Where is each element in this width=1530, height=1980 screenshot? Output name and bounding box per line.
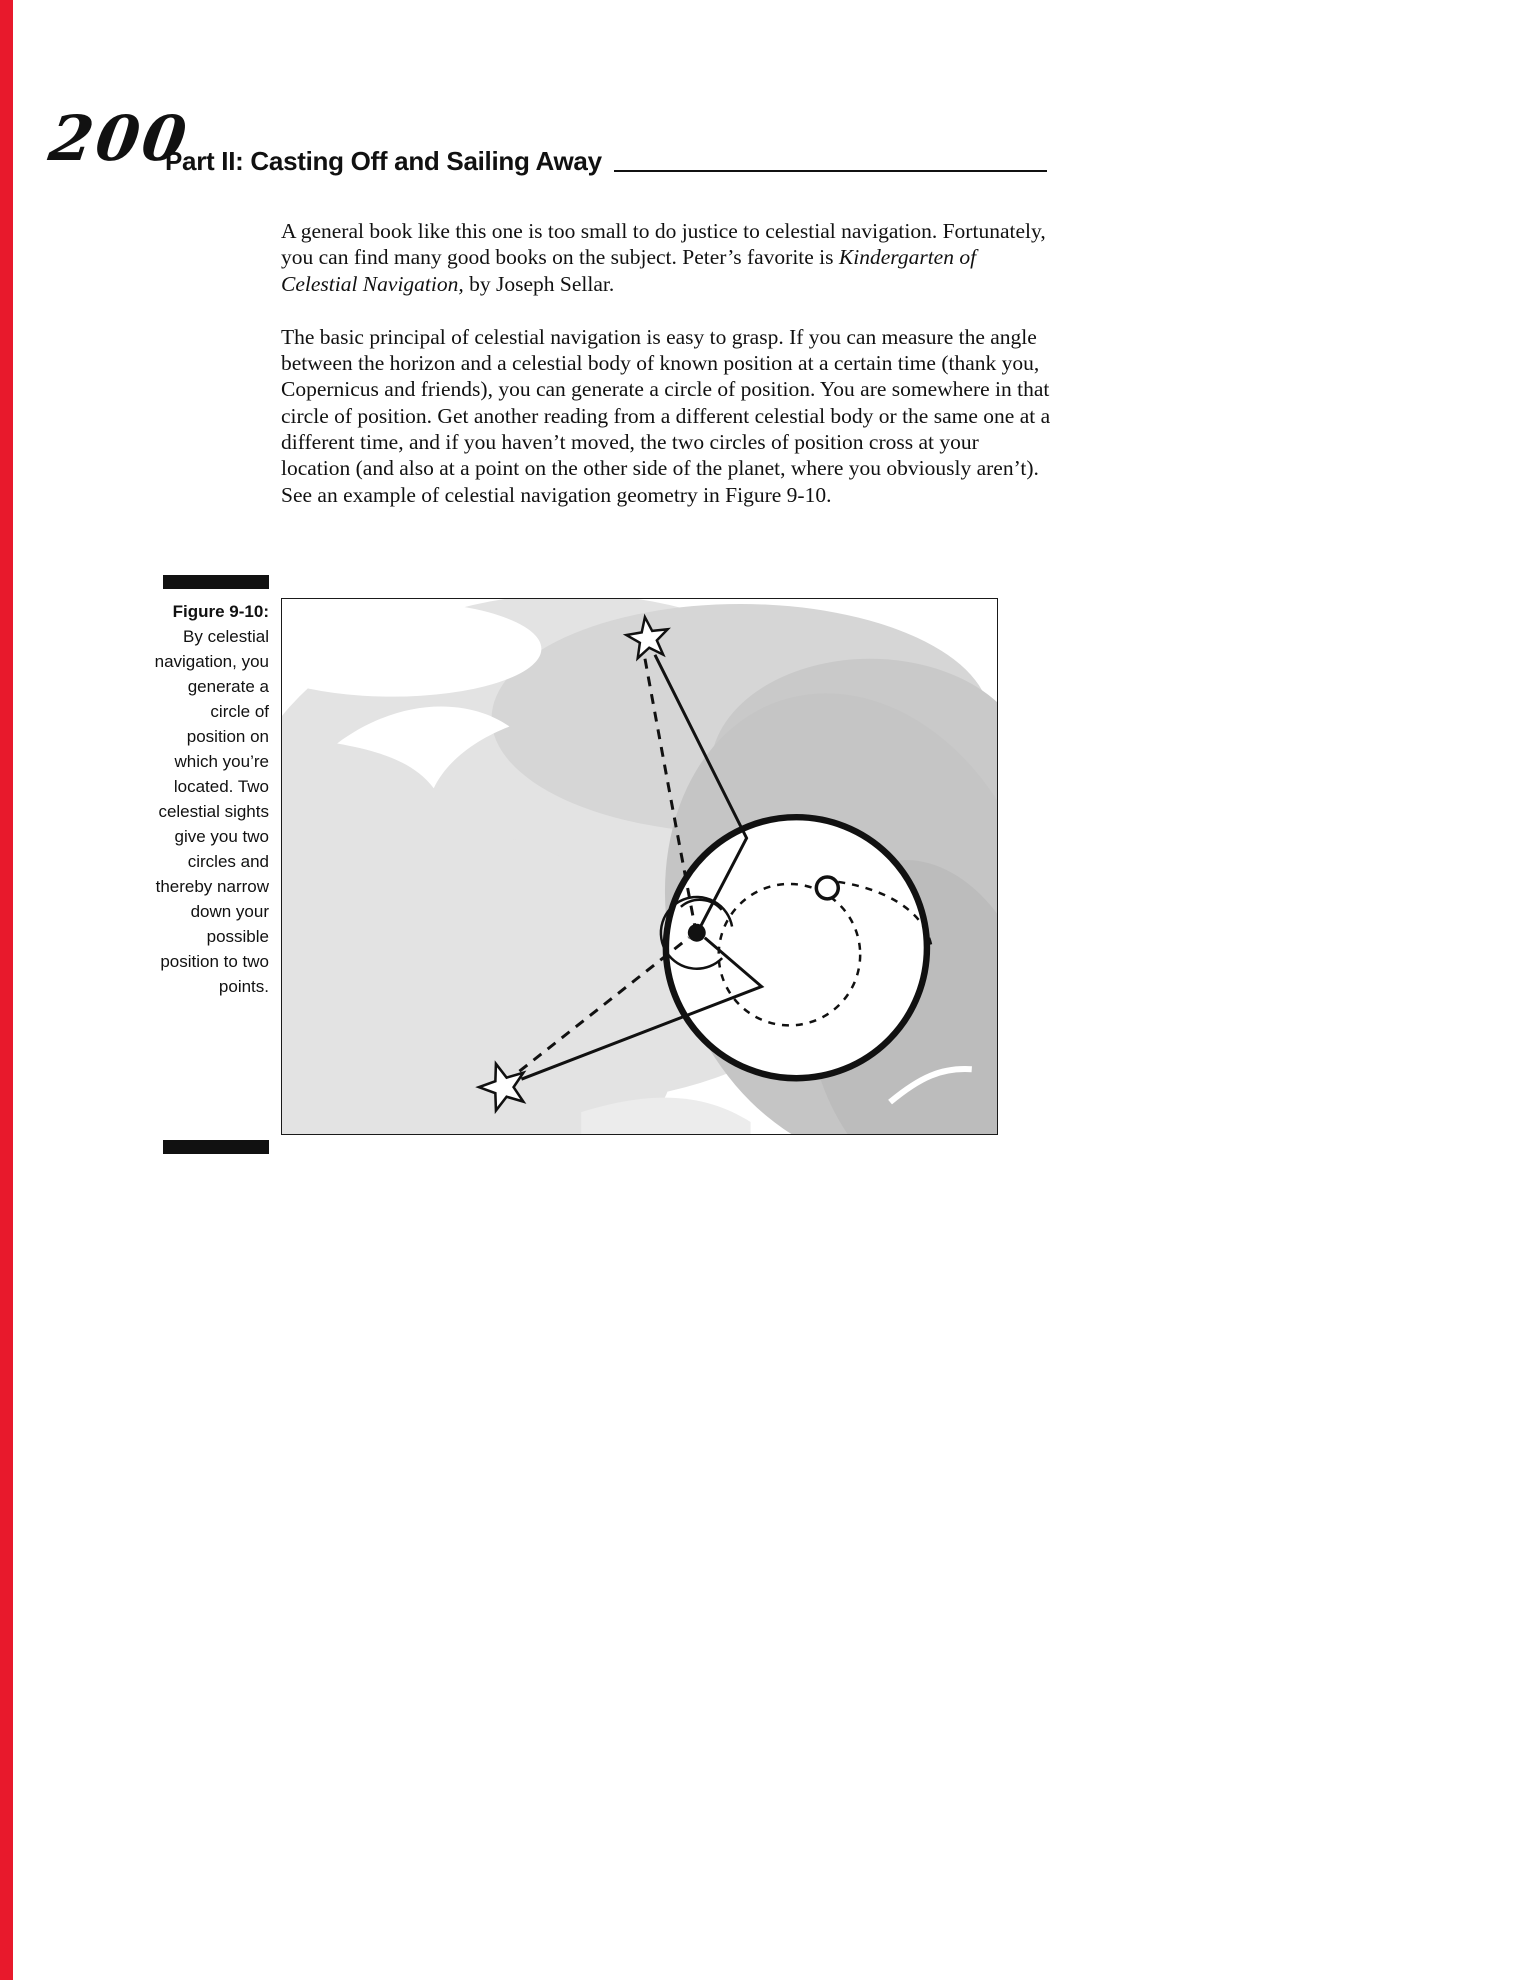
figure-caption [150,599,269,999]
body-text [281,218,1053,535]
paragraph-2: The basic principal of celestial navigation is easy to grasp. If you can measure the angle between the horizon and a celestial body of known position at a certain time (thank you, Copernicus and friends), you can generate a circle of position. You are somewhere in that circle of position. Get another reading from a different celestial body or the same one at a different time, and if you haven’t moved, the two circles of position cross at your location (and also at a point on the other side of the planet, where you obviously aren’t). See an example of celestial navigation geometry in Figure 9-10. [281,324,1051,507]
header-rule [614,170,1047,172]
figure-box [281,598,998,1135]
figure-caption-label: Figure 9-10: [172,602,269,621]
caption-top-bar [163,575,269,589]
paragraph-1-post: by Joseph Sellar. [463,271,615,296]
figure-illustration [282,599,997,1134]
paragraph-1 [281,218,1053,297]
page-edge-accent-bar [0,0,13,1980]
running-header [165,146,1047,177]
page-number: 200 [44,102,194,175]
paragraph-1-pre: A general book like this one is too small to do justice to celestial navigation. Fortunately, you can find many good books on the subject. Peter’s favorite is [281,219,1046,270]
figure-caption-text: By celestial navigation, you generate a circle of position on which you’re located. Two celestial sights give you two circles and thereby narrow down your possible position to two points. [154,627,269,996]
part-title: Part II: Casting Off and Sailing Away [165,146,602,176]
caption-bottom-bar [163,1140,269,1154]
earth-circle [666,817,927,1078]
observer-dot [688,924,706,942]
second-position-point [816,877,838,899]
book-title-italic: Kindergarten of Celestial Navigation, [281,245,977,296]
